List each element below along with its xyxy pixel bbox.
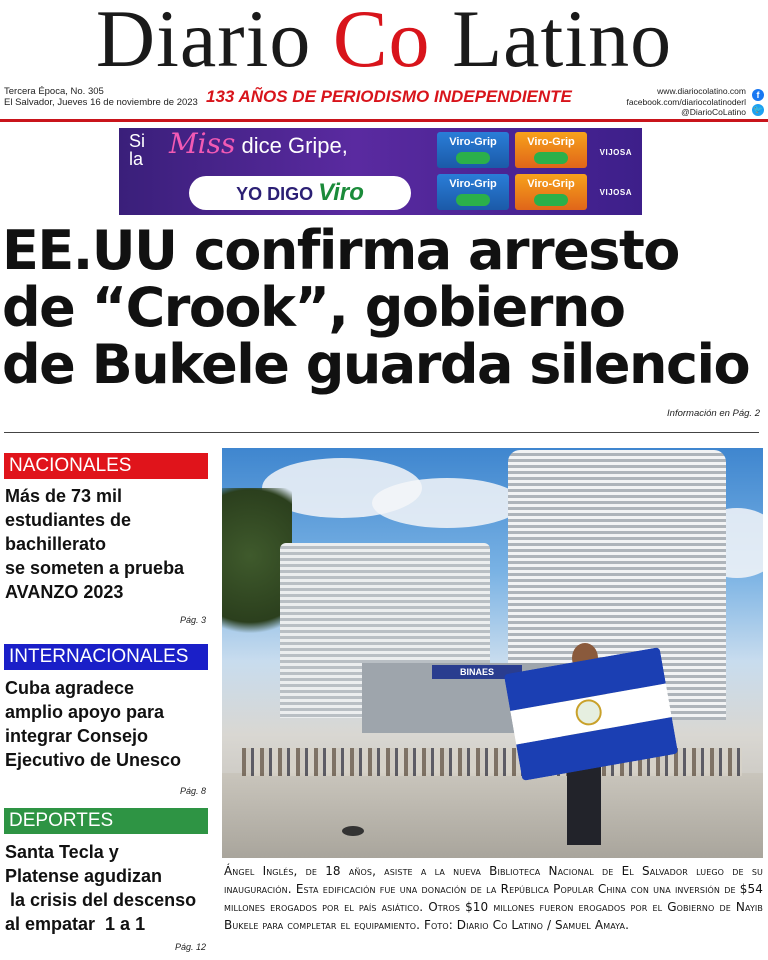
story-nacionales[interactable] bbox=[5, 484, 210, 604]
story-internacionales[interactable] bbox=[5, 676, 210, 772]
story-line: se someten a prueba bbox=[5, 558, 185, 578]
story-line: amplio apoyo para bbox=[5, 702, 165, 722]
ad-slogan bbox=[129, 128, 348, 169]
headline-line: EE.UU confirma arresto bbox=[2, 219, 679, 282]
contact-info bbox=[626, 86, 746, 118]
logo-co: Co bbox=[332, 0, 431, 84]
twitter-icon[interactable]: 🐦 bbox=[753, 105, 763, 114]
photo-caption: Ángel Inglés, de 18 años, asiste a la nueva Biblioteca Nacional de El Salvador luego de su inauguración. Esta edificación fue una donación de la República Popular China con una inversión de $54 millones erogados por el país asiático. Otros $10 millones fueron erogados por el Gobierno de Nayib Bukele para completar el equipamiento. Foto: Diario Co Latino / Samuel Amaya. bbox=[224, 864, 763, 932]
headline-line: de “Crook”, gobierno bbox=[2, 276, 625, 339]
story-line: al empatar 1 a 1 bbox=[5, 914, 146, 934]
section-tag-nacionales[interactable]: NACIONALES bbox=[4, 453, 208, 479]
ad-miss: Miss bbox=[169, 128, 236, 160]
newspaper-logo[interactable] bbox=[0, 0, 768, 84]
story-line: Más de 73 mil bbox=[5, 486, 123, 506]
section-divider bbox=[4, 432, 759, 433]
main-headline[interactable] bbox=[2, 219, 766, 396]
page-ref-nacionales: Pág. 3 bbox=[179, 615, 206, 625]
ad-yo-digo-viro bbox=[189, 176, 411, 210]
pigeon-icon bbox=[342, 826, 364, 836]
facebook-link[interactable]: facebook.com/diariocolatinoderl bbox=[626, 96, 746, 107]
ad-viro: Viro bbox=[318, 179, 364, 206]
photo-plaza bbox=[222, 773, 763, 858]
page-ref-deportes: Pág. 12 bbox=[174, 942, 206, 952]
edition-number: Tercera Época, No. 305 bbox=[4, 86, 104, 97]
masthead-divider bbox=[0, 119, 768, 122]
advertisement-banner[interactable] bbox=[119, 128, 642, 215]
dateline: El Salvador, Jueves 16 de noviembre de 2023 bbox=[4, 97, 198, 108]
ad-si-la: Si la bbox=[129, 131, 146, 169]
headline-page-ref: Información en Pág. 2 bbox=[667, 408, 760, 419]
logo-diario: Diario bbox=[95, 0, 333, 84]
story-line: Platense agudizan bbox=[5, 866, 163, 886]
photo-cloud bbox=[372, 478, 522, 528]
story-line: AVANZO 2023 bbox=[5, 582, 124, 602]
story-line: integrar Consejo bbox=[5, 726, 149, 746]
photo-building-sign: BINAES bbox=[432, 665, 522, 679]
website-link[interactable]: www.diariocolatino.com bbox=[657, 86, 746, 96]
brand-label: VIJOSA bbox=[599, 148, 632, 157]
social-icons bbox=[752, 89, 766, 116]
headline-line: de Bukele guarda silencio bbox=[2, 333, 750, 396]
ad-dice-gripe: dice Gripe, bbox=[235, 133, 348, 158]
lead-photo[interactable] bbox=[222, 448, 763, 858]
brand-label: VIJOSA bbox=[599, 188, 632, 197]
story-line: Santa Tecla y bbox=[5, 842, 119, 862]
story-line: estudiantes de bbox=[5, 510, 132, 530]
logo-latino: Latino bbox=[430, 0, 673, 84]
tagline: 133 AÑOS DE PERIODISMO INDEPENDIENTE bbox=[206, 87, 572, 106]
product-box: Viro-Grip bbox=[437, 132, 509, 168]
page-ref-internacionales: Pág. 8 bbox=[179, 786, 206, 796]
story-line: la crisis del descenso bbox=[5, 890, 197, 910]
ad-yo-digo: YO DIGO bbox=[236, 184, 319, 204]
story-deportes[interactable] bbox=[5, 840, 210, 936]
edition-info bbox=[4, 86, 198, 108]
facebook-icon[interactable]: f bbox=[752, 89, 764, 101]
masthead bbox=[0, 0, 768, 86]
twitter-link[interactable]: @DiarioCoLatino bbox=[681, 107, 746, 117]
story-line: Ejecutivo de Unesco bbox=[5, 750, 182, 770]
story-line: bachillerato bbox=[5, 534, 107, 554]
story-line: Cuba agradece bbox=[5, 678, 135, 698]
product-box: Viro-Grip bbox=[437, 174, 509, 210]
product-box: Viro-Grip bbox=[515, 174, 587, 210]
product-box: Viro-Grip bbox=[515, 132, 587, 168]
section-tag-deportes[interactable]: DEPORTES bbox=[4, 808, 208, 834]
section-tag-internacionales[interactable]: INTERNACIONALES bbox=[4, 644, 208, 670]
